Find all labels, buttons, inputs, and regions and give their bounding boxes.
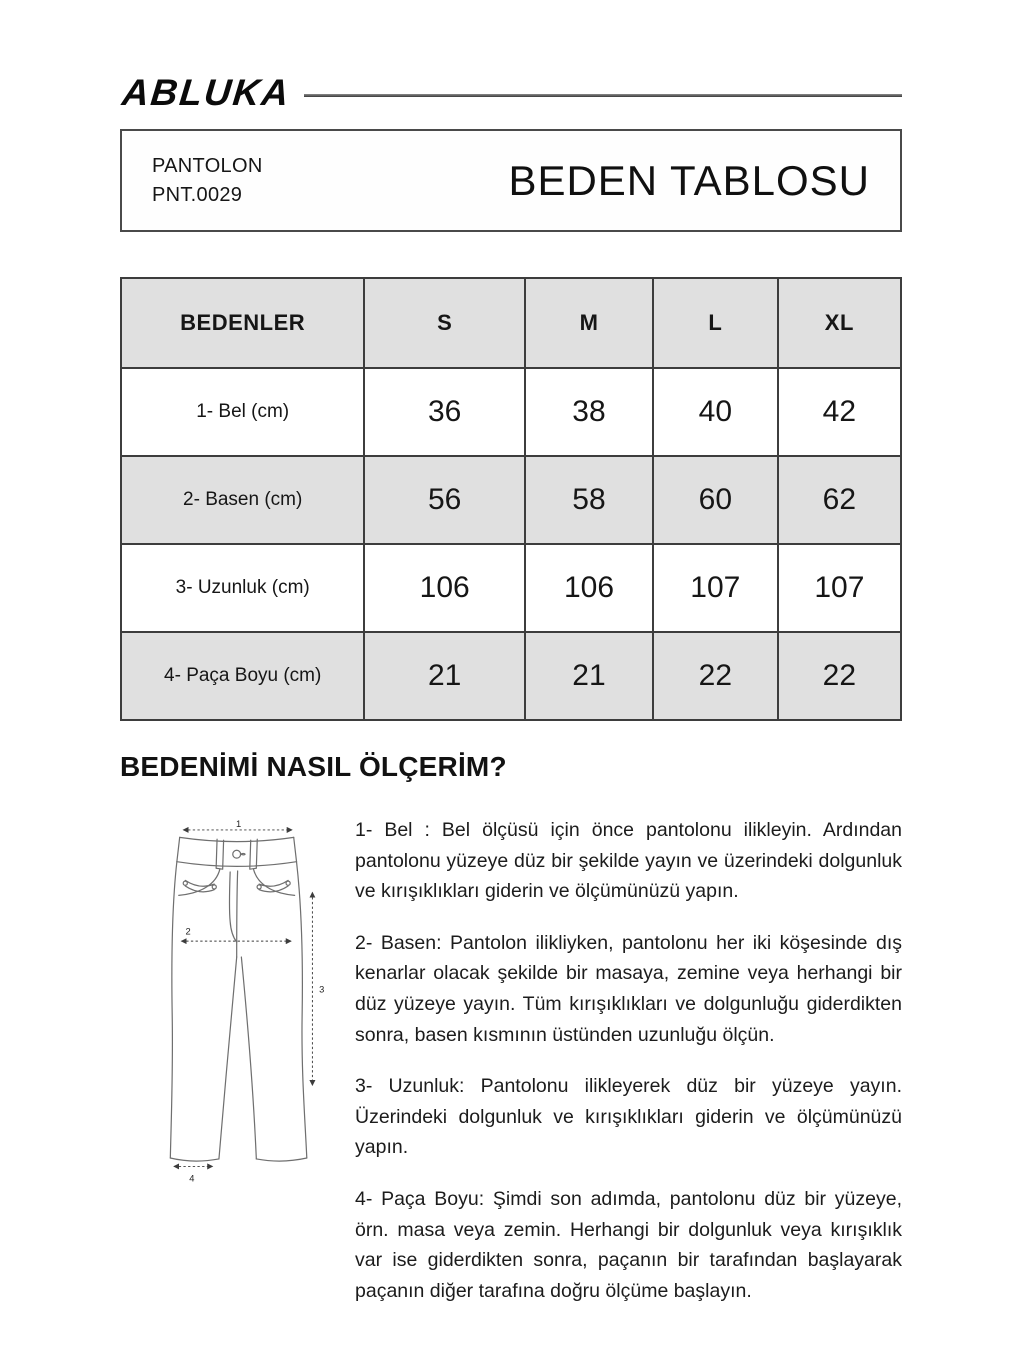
row-label-paca-boyu: 4- Paça Boyu (cm) bbox=[121, 632, 364, 720]
pants-diagram bbox=[120, 815, 355, 1328]
cell-uzunluk-l: 107 bbox=[653, 544, 778, 632]
diagram-label-2: 2 bbox=[185, 926, 191, 937]
row-label-bel: 1- Bel (cm) bbox=[121, 368, 364, 456]
instruction-bel: 1- Bel : Bel ölçüsü için önce pantolonu ilikleyin. Ardından pantolonu yüzeye düz bir şekilde yayın ve üzerindeki dolgunluk ve kırışıklıkları giderin ve ölçümünüzü yapın. bbox=[355, 819, 902, 903]
measure-section bbox=[120, 815, 902, 1328]
row-label-basen: 2- Basen (cm) bbox=[121, 456, 364, 544]
instruction-basen: 2- Basen: Pantolon ilikliyken, pantolonu her iki köşesinde dış kenarlar olacak şekilde bir masaya, zemine veya herhangi bir düz yüzeye yayın. Tüm kırışıklıkları ve dolgunluğu giderdikten sonra, basen kısmının üstünden uzunluğu ölçün. bbox=[355, 931, 902, 1046]
cell-bel-xl: 42 bbox=[778, 368, 901, 456]
table-row-paca-boyu bbox=[121, 632, 901, 720]
instruction-paca-boyu: 4- Paça Boyu: Şimdi son adımda, pantolonu düz bir yüzeye, örn. masa veya zemin. Herhangi bir dolgunluk veya kırışıklık var ise giderdikten sonra, paçanın bir tarafından başlayarak paçanın diğer tarafına doğru ölçüme başlayın. bbox=[355, 1188, 902, 1302]
cell-paca-xl: 22 bbox=[778, 632, 901, 720]
product-code: PNT.0029 bbox=[152, 183, 243, 206]
measure-instructions bbox=[355, 815, 902, 1328]
cell-bel-m: 38 bbox=[525, 368, 653, 456]
cell-paca-s: 21 bbox=[364, 632, 525, 720]
diagram-label-1: 1 bbox=[235, 819, 242, 830]
product-info bbox=[152, 152, 263, 210]
cell-uzunluk-xl: 107 bbox=[778, 544, 901, 632]
page-header bbox=[120, 72, 902, 114]
cell-basen-l: 60 bbox=[653, 456, 778, 544]
page-title: BEDEN TABLOSU bbox=[508, 156, 870, 204]
pants-line-drawing-icon bbox=[132, 815, 347, 1215]
diagram-label-3: 3 bbox=[319, 984, 325, 995]
cell-paca-l: 22 bbox=[653, 632, 778, 720]
col-header-bedenler: BEDENLER bbox=[121, 278, 364, 368]
cell-bel-s: 36 bbox=[364, 368, 525, 456]
size-table-header-row bbox=[121, 278, 901, 368]
size-table bbox=[120, 277, 902, 721]
instruction-uzunluk: 3- Uzunluk: Pantolonu ilikleyerek düz bir yüzeye yayın. Üzerindeki dolgunluk ve kırışıklıkları giderin ve ölçümünüzü yapın. bbox=[355, 1075, 902, 1159]
row-label-uzunluk: 3- Uzunluk (cm) bbox=[121, 544, 364, 632]
product-name: PANTOLON bbox=[152, 154, 263, 177]
cell-basen-m: 58 bbox=[525, 456, 653, 544]
diagram-label-4: 4 bbox=[189, 1173, 195, 1184]
cell-basen-xl: 62 bbox=[778, 456, 901, 544]
col-header-xl: XL bbox=[778, 278, 901, 368]
cell-uzunluk-m: 106 bbox=[525, 544, 653, 632]
cell-basen-s: 56 bbox=[364, 456, 525, 544]
col-header-l: L bbox=[653, 278, 778, 368]
col-header-s: S bbox=[364, 278, 525, 368]
cell-paca-m: 21 bbox=[525, 632, 653, 720]
cell-bel-l: 40 bbox=[653, 368, 778, 456]
table-row-basen bbox=[121, 456, 901, 544]
section-heading: BEDENİMİ NASIL ÖLÇERİM? bbox=[120, 751, 507, 782]
table-row-bel bbox=[121, 368, 901, 456]
title-box bbox=[120, 129, 902, 232]
table-row-uzunluk bbox=[121, 544, 901, 632]
col-header-m: M bbox=[525, 278, 653, 368]
header-divider bbox=[304, 94, 902, 97]
cell-uzunluk-s: 106 bbox=[364, 544, 525, 632]
brand-logo: ABLUKA bbox=[120, 72, 293, 113]
